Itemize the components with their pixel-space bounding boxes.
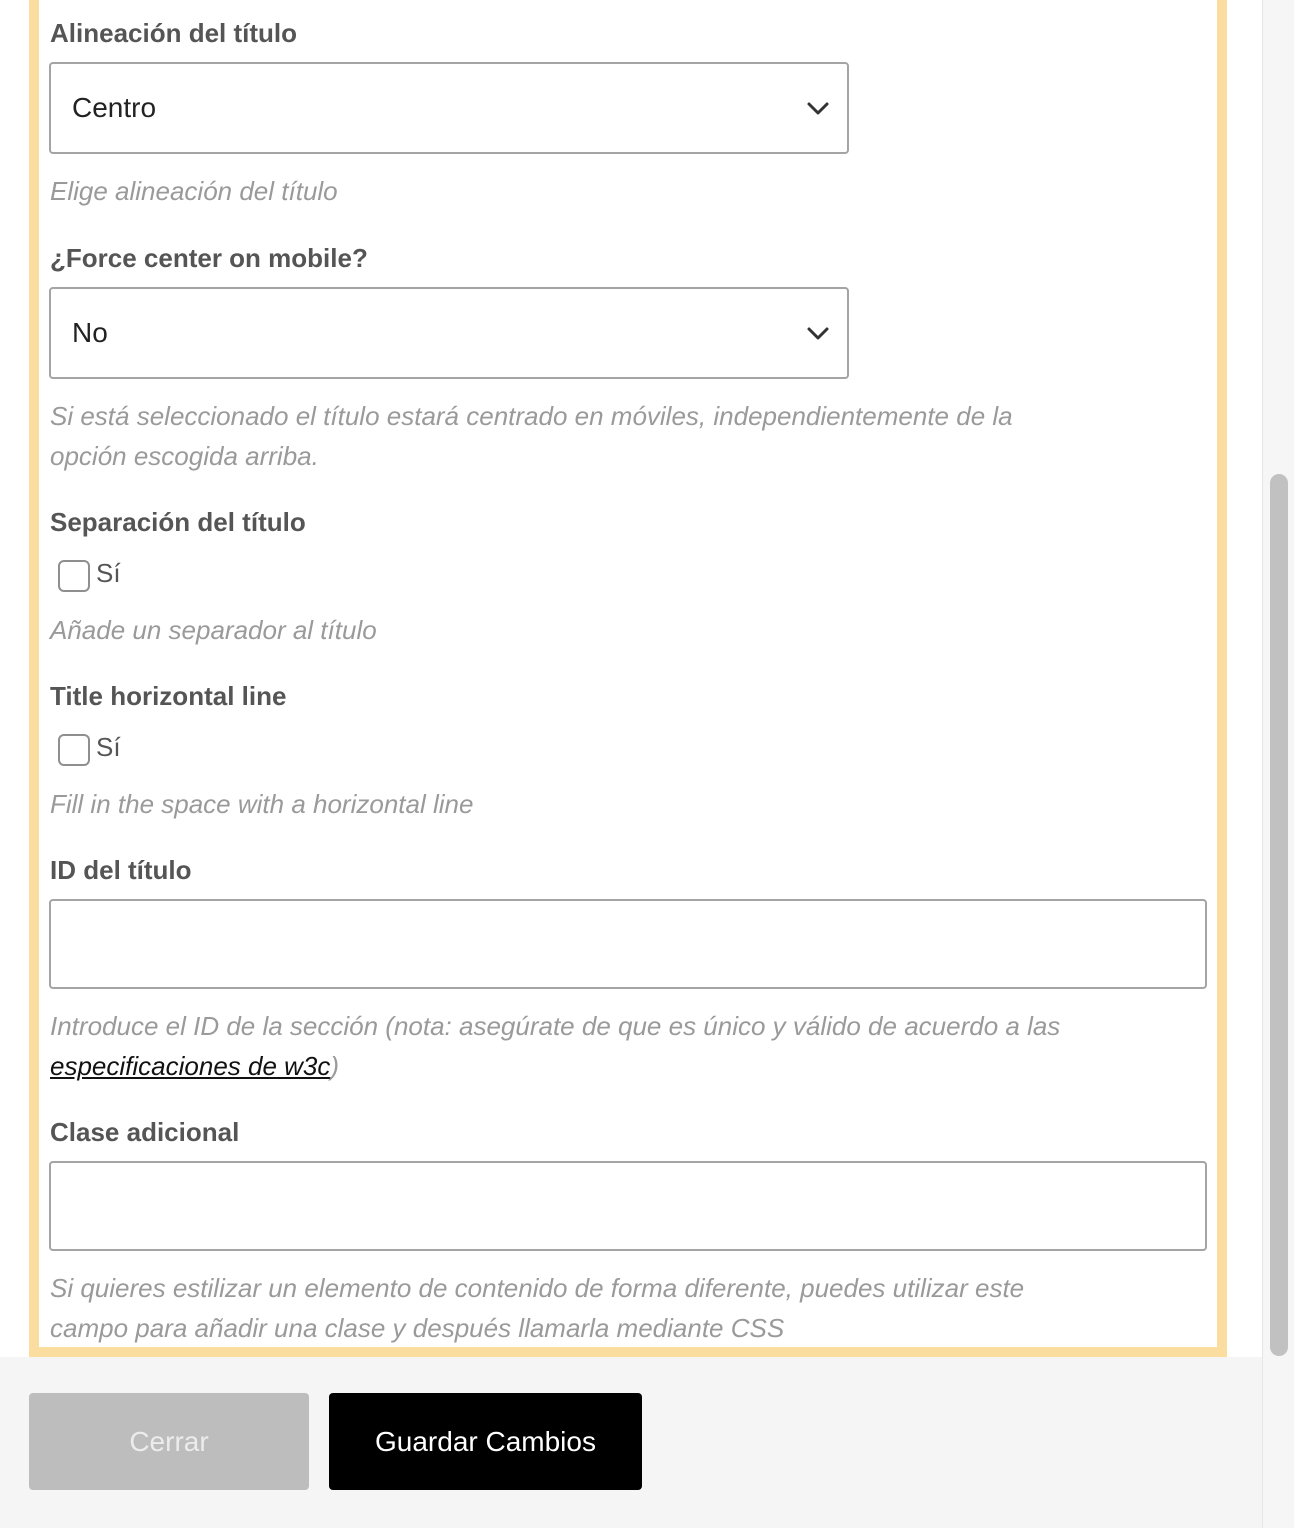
extra-class-hint-line1: Si quieres estilizar un elemento de contenido de forma diferente, puedes utilizar este xyxy=(50,1273,1025,1303)
chevron-down-icon xyxy=(805,320,831,346)
horizontal-line-label: Title horizontal line xyxy=(50,681,287,711)
w3c-spec-link[interactable]: especificaciones de w3c xyxy=(50,1051,331,1081)
title-alignment-label: Alineación del título xyxy=(50,18,298,48)
force-center-value: No xyxy=(72,317,108,348)
horizontal-line-option xyxy=(58,731,121,766)
horizontal-line-hint: Fill in the space with a horizontal line xyxy=(50,789,474,819)
force-center-hint-line2: opción escogida arriba. xyxy=(50,441,319,471)
title-separator-checkbox-label[interactable]: Sí xyxy=(96,557,121,588)
save-changes-button[interactable]: Guardar Cambios xyxy=(329,1393,642,1490)
title-id-hint-line1: Introduce el ID de la sección (nota: asegúrate de que es único y válido de acuerdo a las xyxy=(50,1011,1061,1041)
title-id-hint xyxy=(50,1006,1060,1086)
extra-class-label: Clase adicional xyxy=(50,1117,240,1147)
force-center-hint-line1: Si está seleccionado el título estará centrado en móviles, independientemente de la xyxy=(50,401,1013,431)
scrollbar-thumb[interactable] xyxy=(1270,474,1288,1356)
title-alignment-select[interactable] xyxy=(49,62,849,154)
title-separator-option xyxy=(58,557,121,592)
chevron-down-icon xyxy=(805,95,831,121)
force-center-select[interactable] xyxy=(49,287,849,379)
title-separator-hint: Añade un separador al título xyxy=(50,615,377,645)
title-alignment-hint: Elige alineación del título xyxy=(50,176,338,206)
title-id-hint-close: ) xyxy=(330,1051,340,1081)
horizontal-line-checkbox-label[interactable]: Sí xyxy=(96,731,121,762)
title-separator-checkbox[interactable] xyxy=(58,560,90,592)
horizontal-line-checkbox[interactable] xyxy=(58,734,90,766)
title-alignment-value: Centro xyxy=(72,92,157,123)
force-center-label: ¿Force center on mobile? xyxy=(50,243,368,273)
title-id-label: ID del título xyxy=(50,855,192,885)
extra-class-hint-line2: campo para añadir una clase y después llamarla mediante CSS xyxy=(50,1313,785,1343)
force-center-hint xyxy=(50,396,1013,476)
extra-class-hint xyxy=(50,1268,1024,1348)
title-separator-label: Separación del título xyxy=(50,507,306,537)
title-id-input[interactable] xyxy=(49,899,1207,989)
close-button[interactable]: Cerrar xyxy=(29,1393,309,1490)
extra-class-input[interactable] xyxy=(49,1161,1207,1251)
